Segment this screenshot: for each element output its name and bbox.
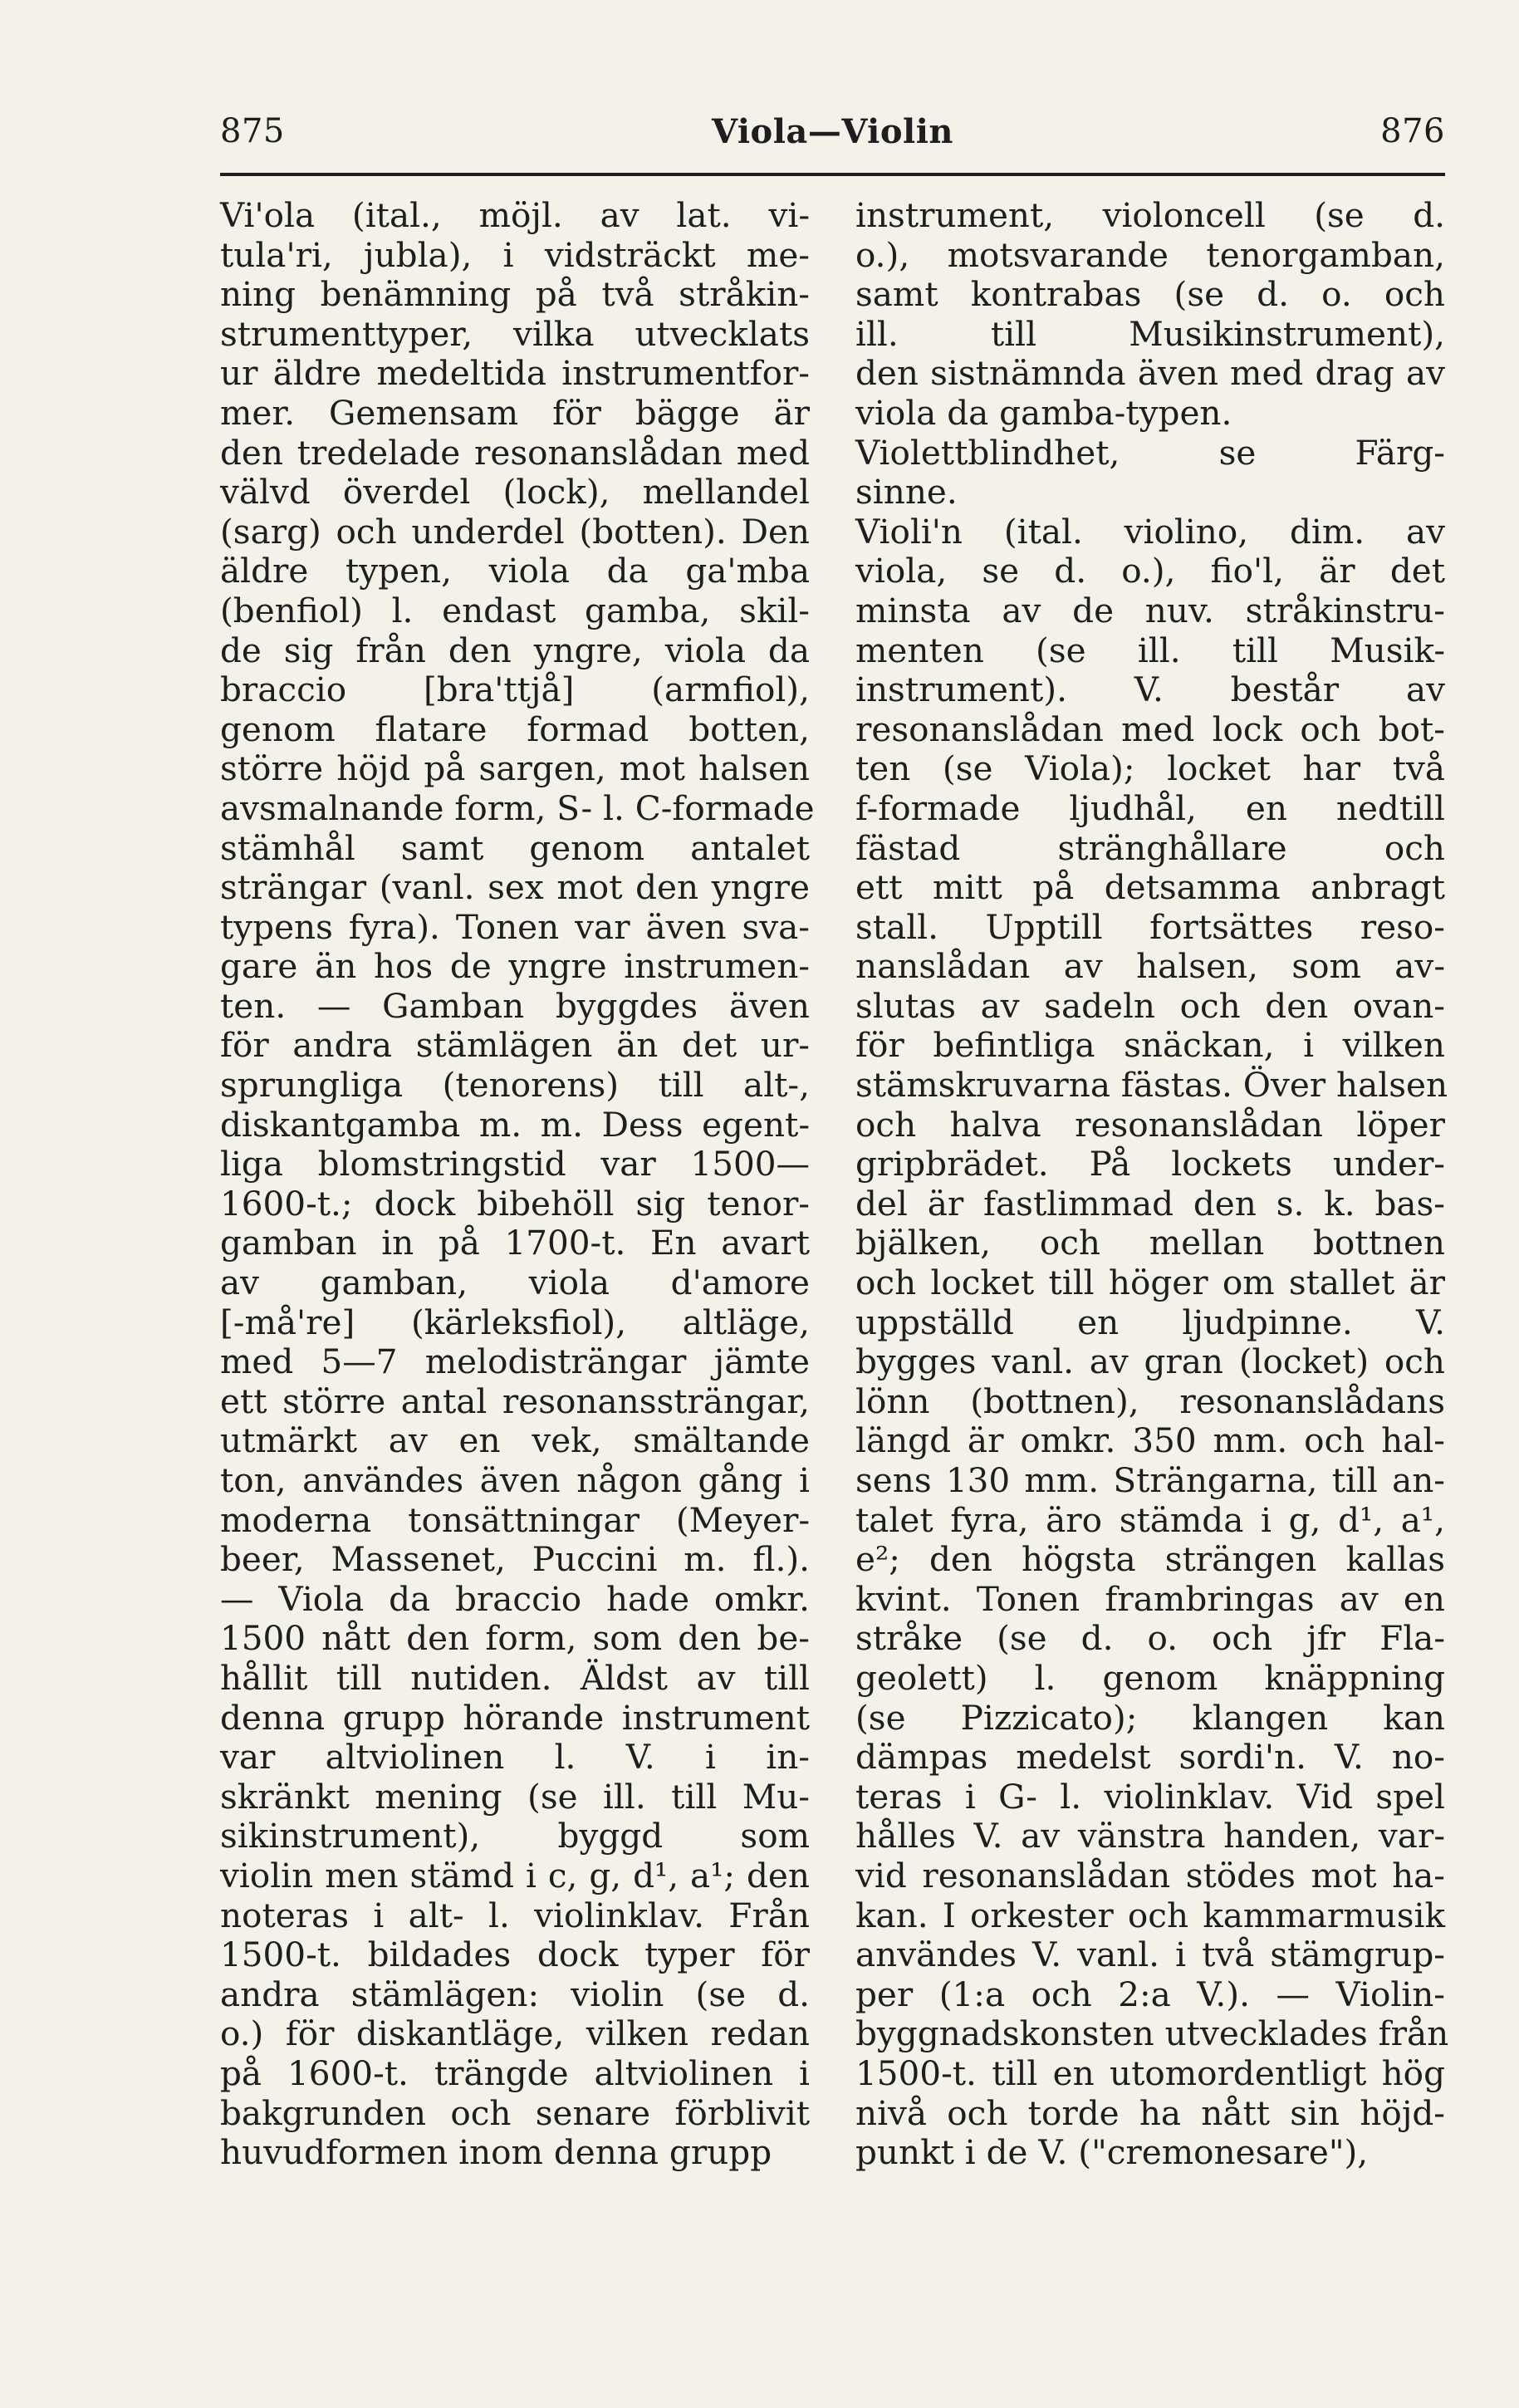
text-line: violin men stämd i c, g, d¹, a¹; den xyxy=(220,1855,810,1896)
text-line: av gamban, viola d'amore xyxy=(220,1263,810,1303)
text-line: lönn (bottnen), resonanslådans xyxy=(855,1381,1445,1421)
header-rule xyxy=(220,173,1445,176)
text-line: välvd överdel (lock), mellandel xyxy=(220,472,810,512)
page-header xyxy=(220,112,1445,162)
text-line: (benfiol) l. endast gamba, skil- xyxy=(220,590,810,630)
text-line: viola, se d. o.), fio'l, är det xyxy=(855,551,1445,591)
text-line: utmärkt av en vek, smältande xyxy=(220,1420,810,1461)
text-line: nanslådan av halsen, som av- xyxy=(855,946,1445,987)
text-line: hållit till nutiden. Äldst av till xyxy=(220,1657,810,1698)
text-line: Vi'ola (ital., möjl. av lat. vi- xyxy=(220,195,810,235)
text-line: stämskruvarna fästas. Över halsen xyxy=(855,1065,1448,1106)
text-line: längd är omkr. 350 mm. och hal- xyxy=(855,1420,1445,1461)
text-line: del är fastlimmad den s. k. bas- xyxy=(855,1183,1445,1224)
text-line: liga blomstringstid var 1500— xyxy=(220,1144,810,1184)
text-line: fästad stränghållare och xyxy=(855,827,1445,868)
page-number-left: 875 xyxy=(220,112,285,150)
text-line: e²; den högsta strängen kallas xyxy=(855,1539,1445,1580)
text-line: avsmalnande form, S- l. C-formade xyxy=(220,787,815,828)
text-line: noteras i alt- l. violinklav. Från xyxy=(220,1895,810,1935)
text-line: dämpas medelst sordi'n. V. no- xyxy=(855,1737,1445,1778)
text-line: kan. I orkester och kammarmusik xyxy=(855,1895,1445,1935)
text-line: sikinstrument), byggd som xyxy=(220,1816,810,1856)
text-line: stråke (se d. o. och jfr Fla- xyxy=(855,1618,1445,1659)
text-line: nivå och torde ha nått sin höjd- xyxy=(855,2092,1445,2133)
text-line: samt kontrabas (se d. o. och xyxy=(855,274,1445,315)
text-line: denna grupp hörande instrument xyxy=(220,1697,810,1738)
text-line: bjälken, och mellan bottnen xyxy=(855,1223,1445,1263)
text-line: beer, Massenet, Puccini m. fl.). xyxy=(220,1539,810,1580)
text-line: ett mitt på detsamma anbragt xyxy=(855,867,1445,908)
text-line: tula'ri, jubla), i vidsträckt me- xyxy=(220,234,810,275)
text-line: ten (se Viola); locket har två xyxy=(855,748,1445,789)
right-column xyxy=(855,195,1449,2173)
text-line: ur äldre medeltida instrumentfor- xyxy=(220,353,810,394)
text-line: sprungliga (tenorens) till alt-, xyxy=(220,1065,810,1106)
text-line: 1500 nått den form, som den be- xyxy=(220,1618,810,1659)
text-line: användes V. vanl. i två stämgrup- xyxy=(855,1935,1445,1975)
text-line: med 5—7 melodisträngar jämte xyxy=(220,1341,810,1382)
text-line: diskantgamba m. m. Dess egent- xyxy=(220,1104,810,1145)
text-line: bakgrunden och senare förblivit xyxy=(220,2092,810,2133)
text-line: geolett) l. genom knäppning xyxy=(855,1657,1445,1698)
text-line: instrument). V. består av xyxy=(855,669,1445,710)
text-line: (sarg) och underdel (botten). Den xyxy=(220,511,810,552)
running-title: Viola—Violin xyxy=(712,112,953,151)
text-line: de sig från den yngre, viola da xyxy=(220,630,810,670)
text-line: huvudformen inom denna grupp xyxy=(220,2132,772,2173)
text-line: Violi'n (ital. violino, dim. av xyxy=(855,511,1445,552)
text-line: per (1:a och 2:a V.). — Violin- xyxy=(855,1974,1445,2014)
text-line: för befintliga snäckan, i vilken xyxy=(855,1025,1445,1066)
text-line: f-formade ljudhål, en nedtill xyxy=(855,787,1445,828)
text-line: genom flatare formad botten, xyxy=(220,709,810,749)
text-line: moderna tonsättningar (Meyer- xyxy=(220,1499,810,1540)
text-line: ill. till Musikinstrument), xyxy=(855,313,1445,354)
text-line: ning benämning på två stråkin- xyxy=(220,274,810,315)
text-line: hålles V. av vänstra handen, var- xyxy=(855,1816,1445,1856)
text-line: 1600-t.; dock bibehöll sig tenor- xyxy=(220,1183,810,1224)
text-line: typens fyra). Tonen var även sva- xyxy=(220,906,810,947)
text-line: — Viola da braccio hade omkr. xyxy=(220,1578,810,1619)
text-line: och halva resonanslådan löper xyxy=(855,1104,1445,1145)
text-line: slutas av sadeln och den ovan- xyxy=(855,985,1445,1026)
text-line: o.) för diskantläge, vilken redan xyxy=(220,2013,810,2054)
text-line: vid resonanslådan stödes mot ha- xyxy=(855,1855,1445,1896)
text-line: strumenttyper, vilka utvecklats xyxy=(220,313,810,354)
text-line: gripbrädet. På lockets under- xyxy=(855,1144,1445,1184)
text-line: ten. — Gamban byggdes även xyxy=(220,985,810,1026)
text-line: braccio [bra'ttjå] (armfiol), xyxy=(220,669,810,710)
text-line: bygges vanl. av gran (locket) och xyxy=(855,1341,1445,1382)
text-line: instrument, violoncell (se d. xyxy=(855,195,1445,235)
text-line: 1500-t. bildades dock typer för xyxy=(220,1935,810,1975)
text-line: stämhål samt genom antalet xyxy=(220,827,810,868)
text-line: minsta av de nuv. stråkinstru- xyxy=(855,590,1445,630)
text-line: var altviolinen l. V. i in- xyxy=(220,1737,810,1778)
text-line: kvint. Tonen frambringas av en xyxy=(855,1578,1445,1619)
text-line: strängar (vanl. sex mot den yngre xyxy=(220,867,810,908)
text-line: ton, användes även någon gång i xyxy=(220,1460,810,1500)
text-line: Violettblindhet, se Färg- xyxy=(855,432,1445,473)
text-line: teras i G- l. violinklav. Vid spel xyxy=(855,1776,1445,1817)
text-line: för andra stämlägen än det ur- xyxy=(220,1025,810,1066)
text-line: äldre typen, viola da ga'mba xyxy=(220,551,810,591)
text-line: ett större antal resonanssträngar, xyxy=(220,1381,810,1421)
text-line: skränkt mening (se ill. till Mu- xyxy=(220,1776,810,1817)
text-line: mer. Gemensam för bägge är xyxy=(220,392,810,433)
text-line: sinne. xyxy=(855,472,958,512)
text-line: punkt i de V. ("cremonesare"), xyxy=(855,2132,1369,2173)
text-line: gare än hos de yngre instrumen- xyxy=(220,946,810,987)
text-line: och locket till höger om stallet är xyxy=(855,1263,1445,1303)
text-line: viola da gamba-typen. xyxy=(855,392,1232,433)
text-line: o.), motsvarande tenorgamban, xyxy=(855,234,1445,275)
text-line: andra stämlägen: violin (se d. xyxy=(220,1974,810,2014)
text-line: på 1600-t. trängde altviolinen i xyxy=(220,2052,810,2093)
text-line: menten (se ill. till Musik- xyxy=(855,630,1445,670)
left-column xyxy=(220,195,815,2173)
text-line: 1500-t. till en utomordentligt hög xyxy=(855,2052,1445,2093)
text-line: resonanslådan med lock och bot- xyxy=(855,709,1445,749)
text-line: större höjd på sargen, mot halsen xyxy=(220,748,810,789)
text-line: [-må're] (kärleksfiol), altläge, xyxy=(220,1302,810,1342)
text-line: uppställd en ljudpinne. V. xyxy=(855,1302,1445,1342)
text-line: (se Pizzicato); klangen kan xyxy=(855,1697,1445,1738)
text-line: den sistnämnda även med drag av xyxy=(855,353,1445,394)
text-line: byggnadskonsten utvecklades från xyxy=(855,2013,1449,2054)
text-line: stall. Upptill fortsättes reso- xyxy=(855,906,1445,947)
text-line: gamban in på 1700-t. En avart xyxy=(220,1223,810,1263)
text-line: sens 130 mm. Strängarna, till an- xyxy=(855,1460,1445,1500)
text-line: den tredelade resonanslådan med xyxy=(220,432,810,473)
page-number-right: 876 xyxy=(1380,112,1445,150)
text-line: talet fyra, äro stämda i g, d¹, a¹, xyxy=(855,1499,1445,1540)
